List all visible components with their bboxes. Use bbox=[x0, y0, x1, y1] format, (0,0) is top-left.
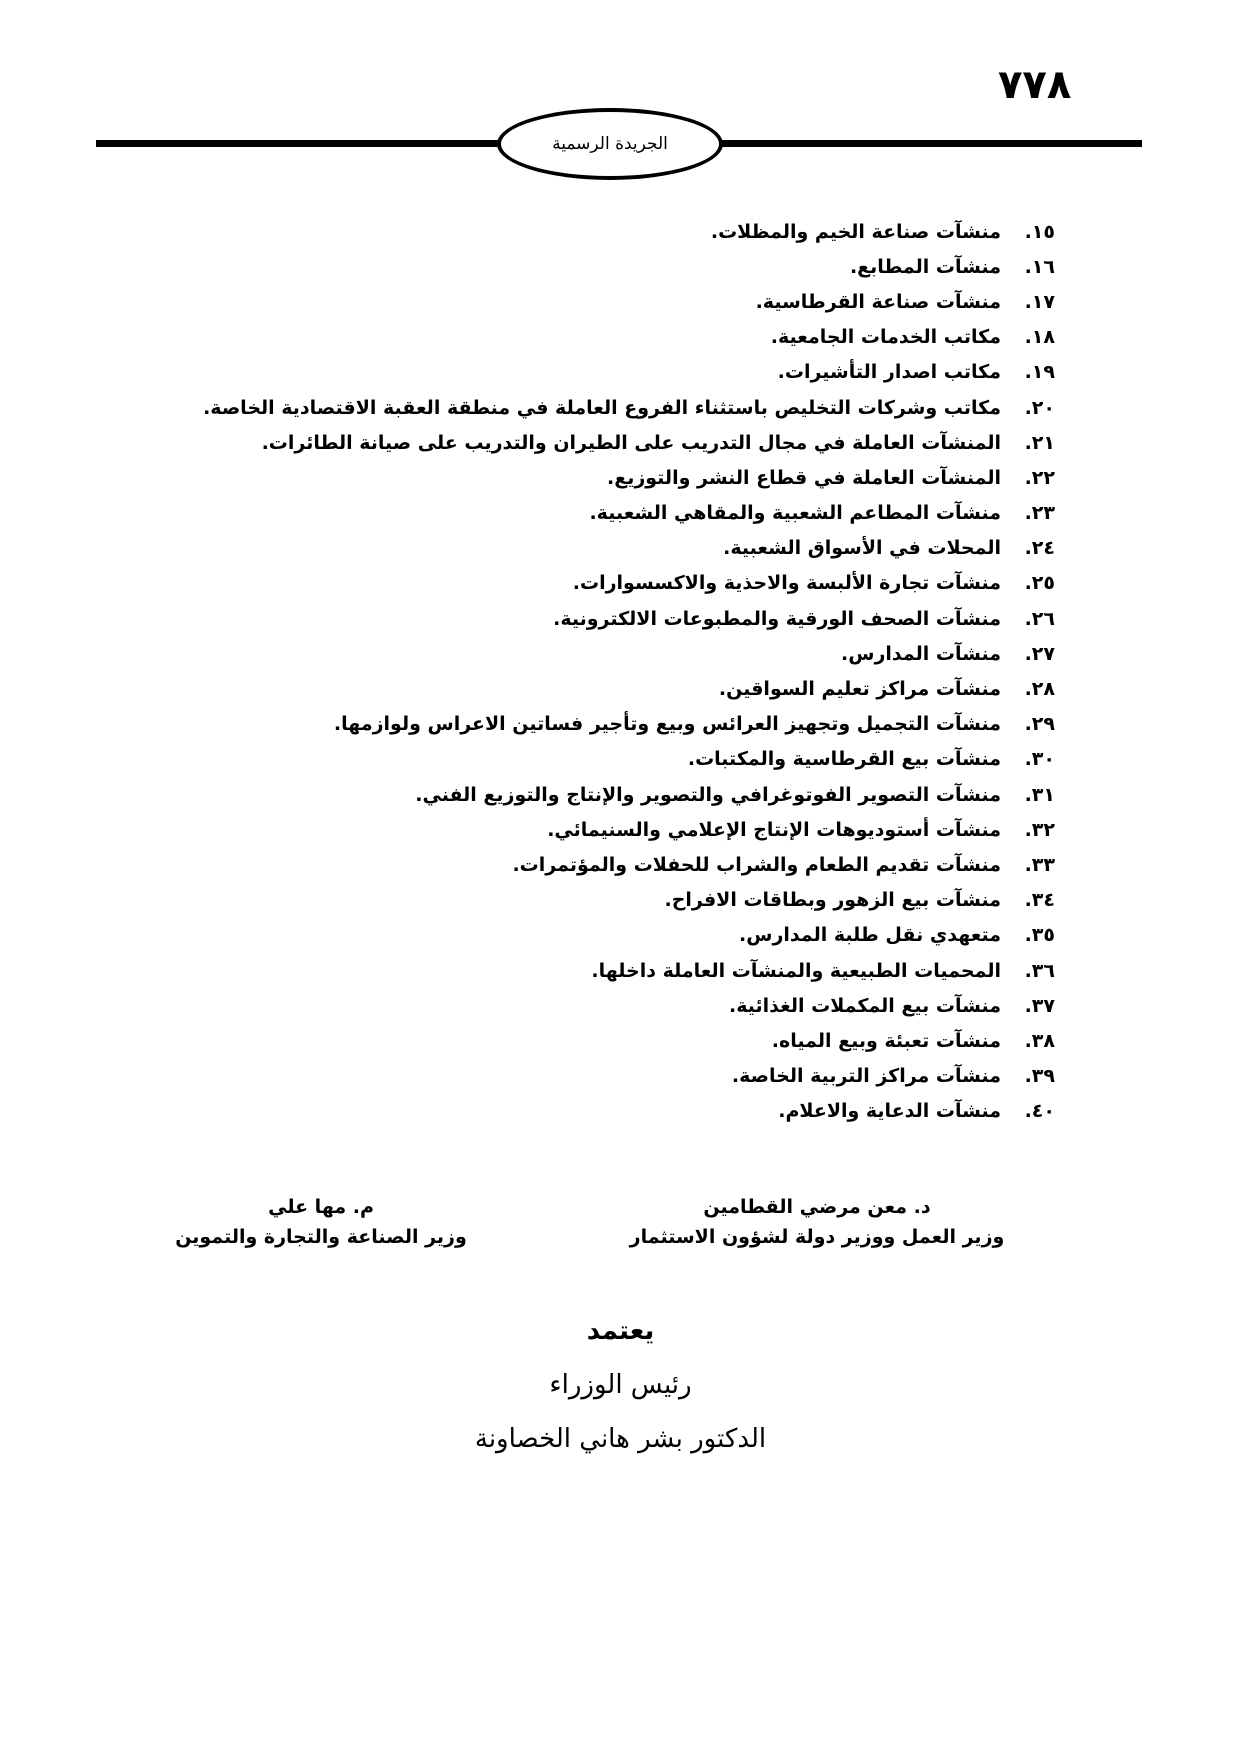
item-number: ٣١. bbox=[1024, 783, 1055, 806]
approval-role: رئيس الوزراء bbox=[549, 1370, 692, 1400]
item-number: ١٧. bbox=[1024, 290, 1055, 313]
list-item bbox=[155, 707, 1055, 742]
item-text: منشآت مراكز تعليم السواقين. bbox=[718, 678, 1001, 701]
item-text: منشآت صناعة الخيم والمظلات. bbox=[710, 220, 1001, 243]
item-text: المحميات الطبيعية والمنشآت العاملة داخلها. bbox=[591, 959, 1001, 982]
item-number: ٢٦. bbox=[1024, 607, 1055, 630]
item-text: المنشآت العاملة في مجال التدريب على الطيران والتدريب على صيانة الطائرات. bbox=[261, 431, 1001, 454]
list-item bbox=[155, 214, 1055, 249]
item-number: ١٩. bbox=[1024, 361, 1055, 384]
list-item bbox=[155, 742, 1055, 777]
signatory-labor-minister bbox=[597, 1192, 1037, 1252]
item-text: منشآت تقديم الطعام والشراب للحفلات والمؤتمرات. bbox=[512, 853, 1001, 876]
item-text: منشآت تجارة الألبسة والاحذية والاكسسوارات. bbox=[572, 572, 1001, 595]
item-text: مكاتب اصدار التأشيرات. bbox=[777, 361, 1001, 384]
item-text: المنشآت العاملة في قطاع النشر والتوزيع. bbox=[607, 466, 1001, 489]
item-number: ٣٣. bbox=[1024, 853, 1055, 876]
list-item bbox=[155, 671, 1055, 706]
item-text: منشآت بيع المكملات الغذائية. bbox=[729, 994, 1001, 1017]
item-text: منشآت صناعة القرطاسية. bbox=[755, 290, 1001, 313]
list-item bbox=[155, 390, 1055, 425]
item-number: ١٥. bbox=[1024, 220, 1055, 243]
approval-label: يعتمد bbox=[586, 1316, 655, 1346]
list-item bbox=[155, 531, 1055, 566]
item-number: ٣٤. bbox=[1024, 889, 1055, 912]
list-item bbox=[155, 953, 1055, 988]
item-number: ١٨. bbox=[1024, 326, 1055, 349]
signatory-title: وزير الصناعة والتجارة والتموين bbox=[175, 1226, 467, 1248]
item-text: منشآت تعبئة وبيع المياه. bbox=[771, 1029, 1001, 1052]
item-text: منشآت بيع القرطاسية والمكتبات. bbox=[687, 748, 1001, 771]
list-item bbox=[155, 918, 1055, 953]
item-number: ٣٢. bbox=[1024, 818, 1055, 841]
item-number: ٤٠. bbox=[1024, 1100, 1055, 1123]
item-number: ٣٥. bbox=[1024, 924, 1055, 947]
item-text: منشآت المطابع. bbox=[849, 255, 1001, 278]
item-number: ٣٨. bbox=[1024, 1029, 1055, 1052]
header-title: الجريدة الرسمية bbox=[552, 134, 668, 154]
item-number: ٢٨. bbox=[1024, 678, 1055, 701]
signatory-name: م. مها علي bbox=[268, 1196, 374, 1218]
item-text: مكاتب الخدمات الجامعية. bbox=[770, 326, 1001, 349]
header-ellipse bbox=[497, 108, 723, 180]
signatory-title: وزير العمل ووزير دولة لشؤون الاستثمار bbox=[629, 1226, 1005, 1248]
list-item bbox=[155, 496, 1055, 531]
item-number: ٢٤. bbox=[1024, 537, 1055, 560]
item-number: ٢٩. bbox=[1024, 713, 1055, 736]
item-text: منشآت الصحف الورقية والمطبوعات الالكترونية. bbox=[553, 607, 1001, 630]
item-text: متعهدي نقل طلبة المدارس. bbox=[739, 924, 1001, 947]
list-item bbox=[155, 1023, 1055, 1058]
item-number: ٣٦. bbox=[1024, 959, 1055, 982]
list-item bbox=[155, 847, 1055, 882]
list-item bbox=[155, 566, 1055, 601]
item-number: ٢٣. bbox=[1024, 502, 1055, 525]
item-number: ٣٧. bbox=[1024, 994, 1055, 1017]
list-item bbox=[155, 812, 1055, 847]
item-text: مكاتب وشركات التخليص باستثناء الفروع العاملة في منطقة العقبة الاقتصادية الخاصة. bbox=[203, 396, 1001, 419]
list-item bbox=[155, 284, 1055, 319]
item-text: المحلات في الأسواق الشعبية. bbox=[723, 537, 1001, 560]
list-item bbox=[155, 460, 1055, 495]
approval-name: الدكتور بشر هاني الخصاونة bbox=[474, 1424, 767, 1454]
list-item bbox=[155, 320, 1055, 355]
item-text: منشآت المدارس. bbox=[841, 642, 1001, 665]
item-number: ٢١. bbox=[1024, 431, 1055, 454]
list-item bbox=[155, 988, 1055, 1023]
item-text: منشآت بيع الزهور وبطاقات الافراح. bbox=[664, 889, 1001, 912]
list-item bbox=[155, 883, 1055, 918]
signatory-industry-minister bbox=[151, 1192, 491, 1252]
item-text: منشآت المطاعم الشعبية والمقاهي الشعبية. bbox=[589, 502, 1001, 525]
list-item bbox=[155, 249, 1055, 284]
item-text: منشآت مراكز التربية الخاصة. bbox=[731, 1065, 1001, 1088]
item-number: ١٦. bbox=[1024, 255, 1055, 278]
item-text: منشآت التجميل وتجهيز العرائس وبيع وتأجير فساتين الاعراس ولوازمها. bbox=[333, 713, 1001, 736]
item-number: ٢٢. bbox=[1024, 466, 1055, 489]
list-item bbox=[155, 777, 1055, 812]
item-number: ٣٩. bbox=[1024, 1065, 1055, 1088]
item-number: ٢٥. bbox=[1024, 572, 1055, 595]
item-number: ٢٧. bbox=[1024, 642, 1055, 665]
list-item bbox=[155, 1059, 1055, 1094]
list-item bbox=[155, 636, 1055, 671]
list-item bbox=[155, 1094, 1055, 1129]
item-list bbox=[155, 214, 1055, 1129]
page-number: ٧٧٨ bbox=[998, 62, 1072, 108]
item-number: ٣٠. bbox=[1024, 748, 1055, 771]
list-item bbox=[155, 601, 1055, 636]
item-text: منشآت التصوير الفوتوغرافي والتصوير والإنتاج والتوزيع الفني. bbox=[415, 783, 1001, 806]
item-text: منشآت أستوديوهات الإنتاج الإعلامي والسنيمائي. bbox=[547, 818, 1001, 841]
signatory-name: د. معن مرضي القطامين bbox=[703, 1196, 931, 1218]
list-item bbox=[155, 425, 1055, 460]
list-item bbox=[155, 355, 1055, 390]
item-text: منشآت الدعاية والاعلام. bbox=[778, 1100, 1001, 1123]
item-number: ٢٠. bbox=[1024, 396, 1055, 419]
